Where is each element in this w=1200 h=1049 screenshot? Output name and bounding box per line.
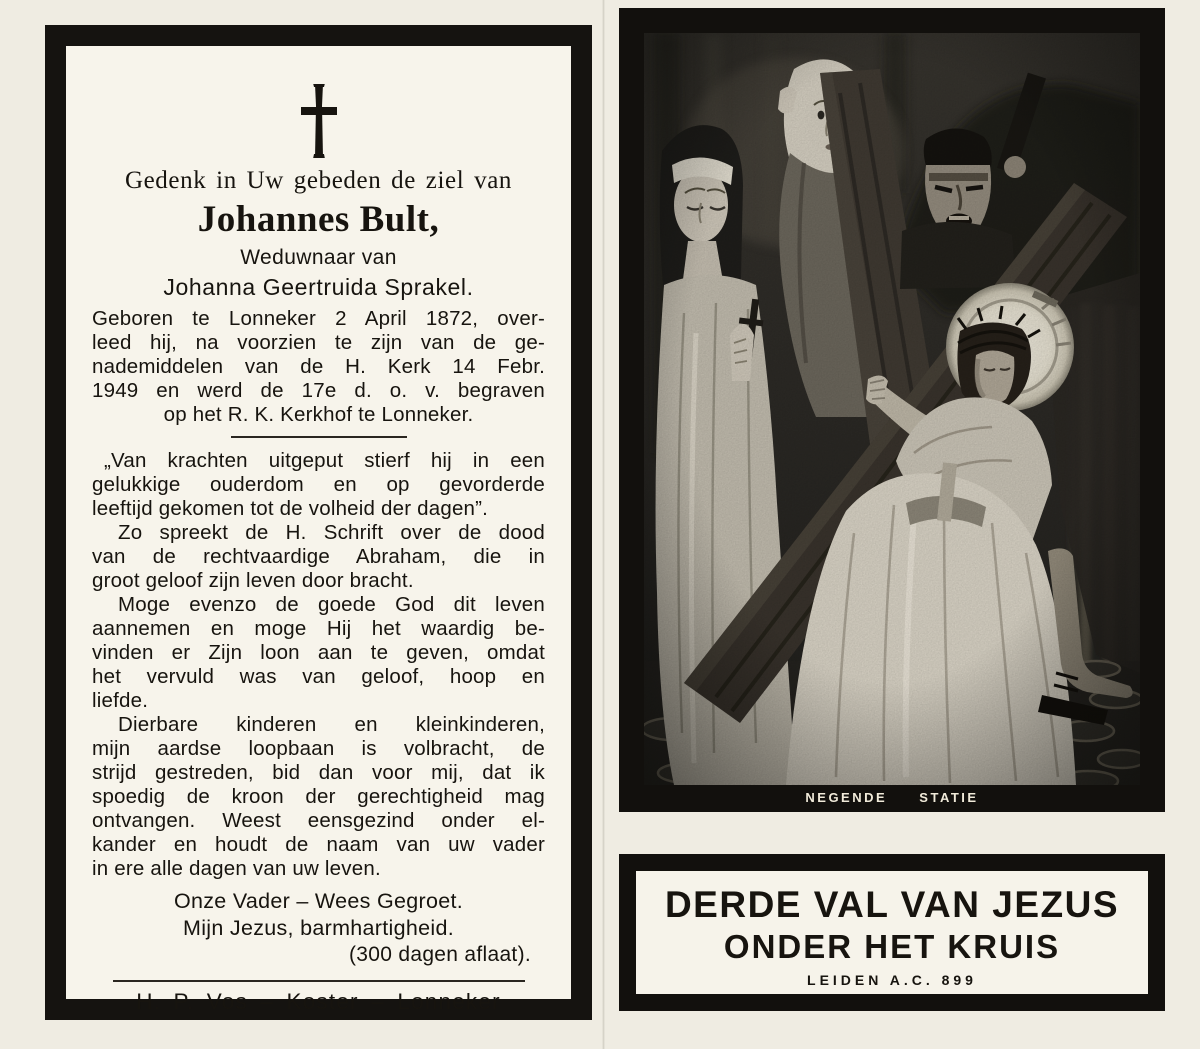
text-line: „Van krachten uitgeput stierf hij in een (104, 449, 545, 472)
text-line: vinden er Zijn loon aan te geven, omdat (92, 641, 545, 664)
text-line: Geboren te Lonneker 2 April 1872, over- (92, 307, 545, 330)
text-line: 1949 en werd de 17e d. o. v. begraven (92, 379, 545, 402)
station-title-line-1: DERDE VAL VAN JEZUS (664, 884, 1120, 925)
scripture-paragraph (92, 521, 545, 593)
card-fold-line (602, 0, 605, 1049)
relation-line: Weduwnaar van (240, 246, 397, 269)
image-caption: NEGENDE STATIE (805, 790, 979, 805)
latin-cross-icon (301, 84, 337, 158)
text-line: van de rechtvaardige Abraham, die in (92, 545, 545, 568)
deceased-name: Johannes Bult, (197, 199, 440, 240)
spouse-name: Johanna Geertruida Sprakel. (163, 274, 474, 300)
indulgence-line: (300 dagen aflaat). (349, 943, 531, 966)
text-line: aannemen en moge Hij het waardig be- (92, 617, 545, 640)
text-line: ontvangen. Weest eensgezind onder el- (92, 809, 545, 832)
station-panel (619, 8, 1165, 1011)
prayer-line-2: Mijn Jezus, barmhartigheid. (183, 916, 454, 940)
text-line: Moge evenzo de goede God dit leven (118, 593, 545, 616)
prayer-line-1: Onze Vader – Wees Gegroet. (173, 889, 464, 913)
text-line: in ere alle dagen van uw leven. (92, 857, 381, 880)
blessing-paragraph (92, 593, 545, 713)
text-line: leeftijd gekomen tot de volheid der dagen”. (92, 497, 489, 520)
text-line: het vervuld was van geloof, hoop en (92, 665, 545, 688)
text-line: strijd gestreden, bid dan voor mij, dat ik (92, 761, 545, 784)
divider (231, 436, 407, 438)
text-line: Dierbare kinderen en kleinkinderen, (118, 713, 545, 736)
station-title-line-2: ONDER HET KRUIS (723, 928, 1061, 965)
station-title-box (619, 854, 1165, 1011)
footer-divider (113, 980, 525, 982)
text-line: liefde. (92, 689, 149, 712)
intro-line: Gedenk in Uw gebeden de ziel van (124, 167, 513, 194)
station-image-frame (619, 8, 1165, 812)
text-line: op het R. K. Kerkhof te Lonneker. (163, 403, 474, 426)
biography-paragraph (92, 307, 545, 427)
text-line: kander en houdt de naam van uw vader (92, 833, 545, 856)
text-line: mijn aardse loopbaan is volbracht, de (92, 737, 545, 760)
text-line: leed hij, na voorzien te zijn van de ge- (92, 331, 545, 354)
text-line: gelukkige ouderdom en op gevorderde (92, 473, 545, 496)
ninth-station-illustration (644, 33, 1140, 785)
memorial-text-card (45, 25, 592, 1020)
text-line: spoedig de kroon der gerechtigheid mag (92, 785, 545, 808)
printer-line: H. P. Vos – Koster – Lonneker (136, 989, 501, 1014)
quote-paragraph (92, 449, 545, 521)
farewell-paragraph (92, 713, 545, 881)
text-line: Zo spreekt de H. Schrift over de dood (118, 521, 545, 544)
edition-line: LEIDEN A.C. 899 (807, 972, 977, 988)
text-line: groot geloof zijn leven door bracht. (92, 569, 414, 592)
text-line: nademiddelen van de H. Kerk 14 Febr. (92, 355, 545, 378)
